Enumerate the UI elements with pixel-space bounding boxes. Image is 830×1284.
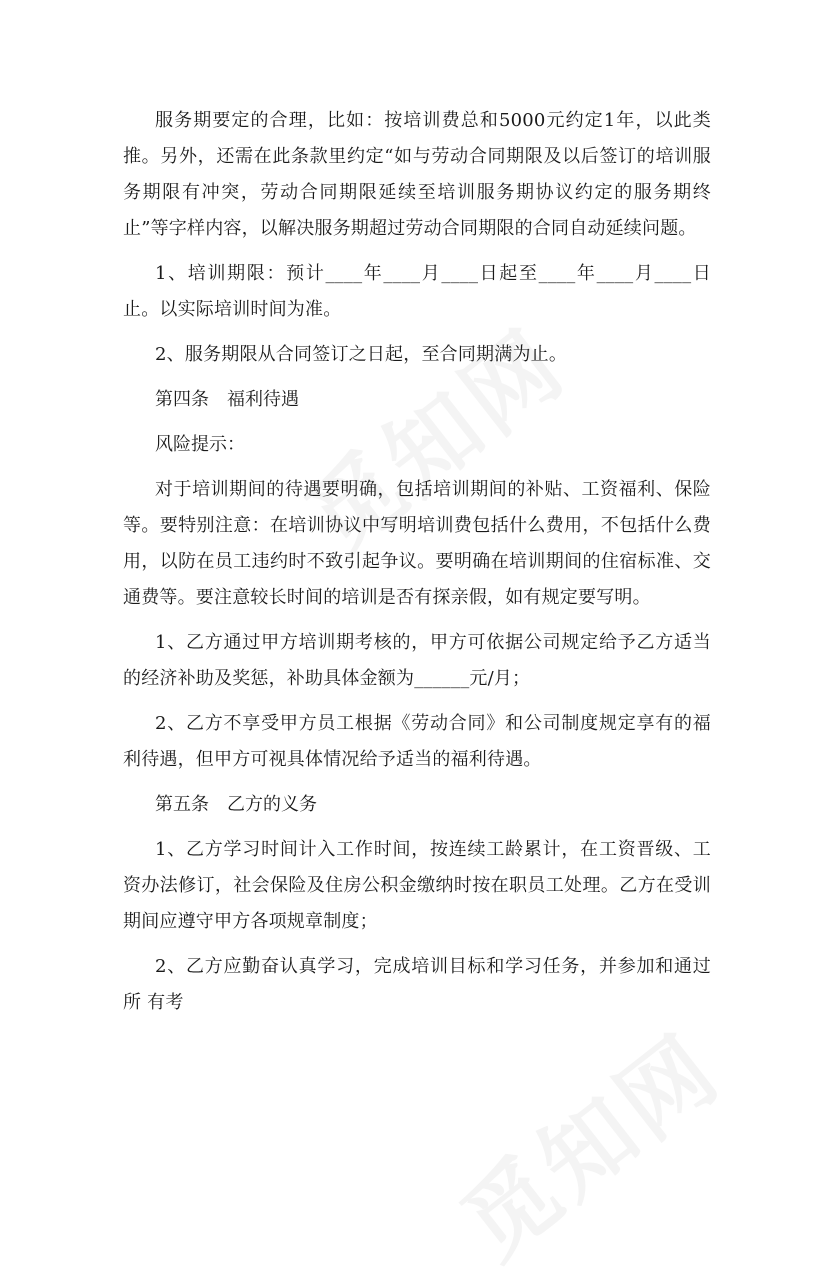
paragraph-risk-notice: 对于培训期间的待遇要明确，包括培训期间的补贴、工资福利、保险等。要特别注意：在培训协议中写明培训费包括什么费用，不包括什么费用，以防在员工违约时不致引起争议。要明确在培训期间的住宿标准、交通费等。要注意较长时间的培训是否有探亲假，如有规定要写明。 — [123, 479, 711, 608]
document-body — [123, 103, 711, 1030]
paragraph-service-period: 服务期要定的合理，比如：按培训费总和5000元约定1年，以此类推。另外，还需在此条款里约定“如与劳动合同期限及以后签订的培训服务期限有冲突，劳动合同期限延续至培训服务期协议约定的服务期终止”等字样内容，以解决服务期超过劳动合同期限的合同自动延续问题。 — [123, 110, 711, 239]
paragraph-obligation-2: 2、乙方应勤奋认真学习，完成培训目标和学习任务，并参加和通过所 有考 — [123, 956, 711, 1013]
paragraph-benefits: 2、乙方不享受甲方员工根据《劳动合同》和公司制度规定享有的福利待遇，但甲方可视具体情况给予适当的福利待遇。 — [123, 713, 711, 770]
paragraph-service-term: 2、服务期限从合同签订之日起，至合同期满为止。 — [155, 344, 568, 365]
paragraph-training-term: 1、培训期限：预计____年____月____日起至____年____月____日止。以实际培训时间为准。 — [123, 263, 711, 320]
section-heading-article-4: 第四条 福利待遇 — [155, 389, 299, 410]
paragraph-subsidy: 1、乙方通过甲方培训期考核的，甲方可依据公司规定给予乙方适当的经济补助及奖惩，补助具体金额为______元/月； — [123, 632, 711, 689]
watermark — [431, 998, 744, 1283]
risk-notice-label: 风险提示： — [155, 434, 245, 455]
paragraph-obligation-1: 1、乙方学习时间计入工作时间，按连续工龄累计，在工资晋级、工资办法修订，社会保险及住房公积金缴纳时按在职员工处理。乙方在受训期间应遵守甲方各项规章制度； — [123, 839, 711, 932]
section-heading-article-5: 第五条 乙方的义务 — [155, 794, 317, 815]
